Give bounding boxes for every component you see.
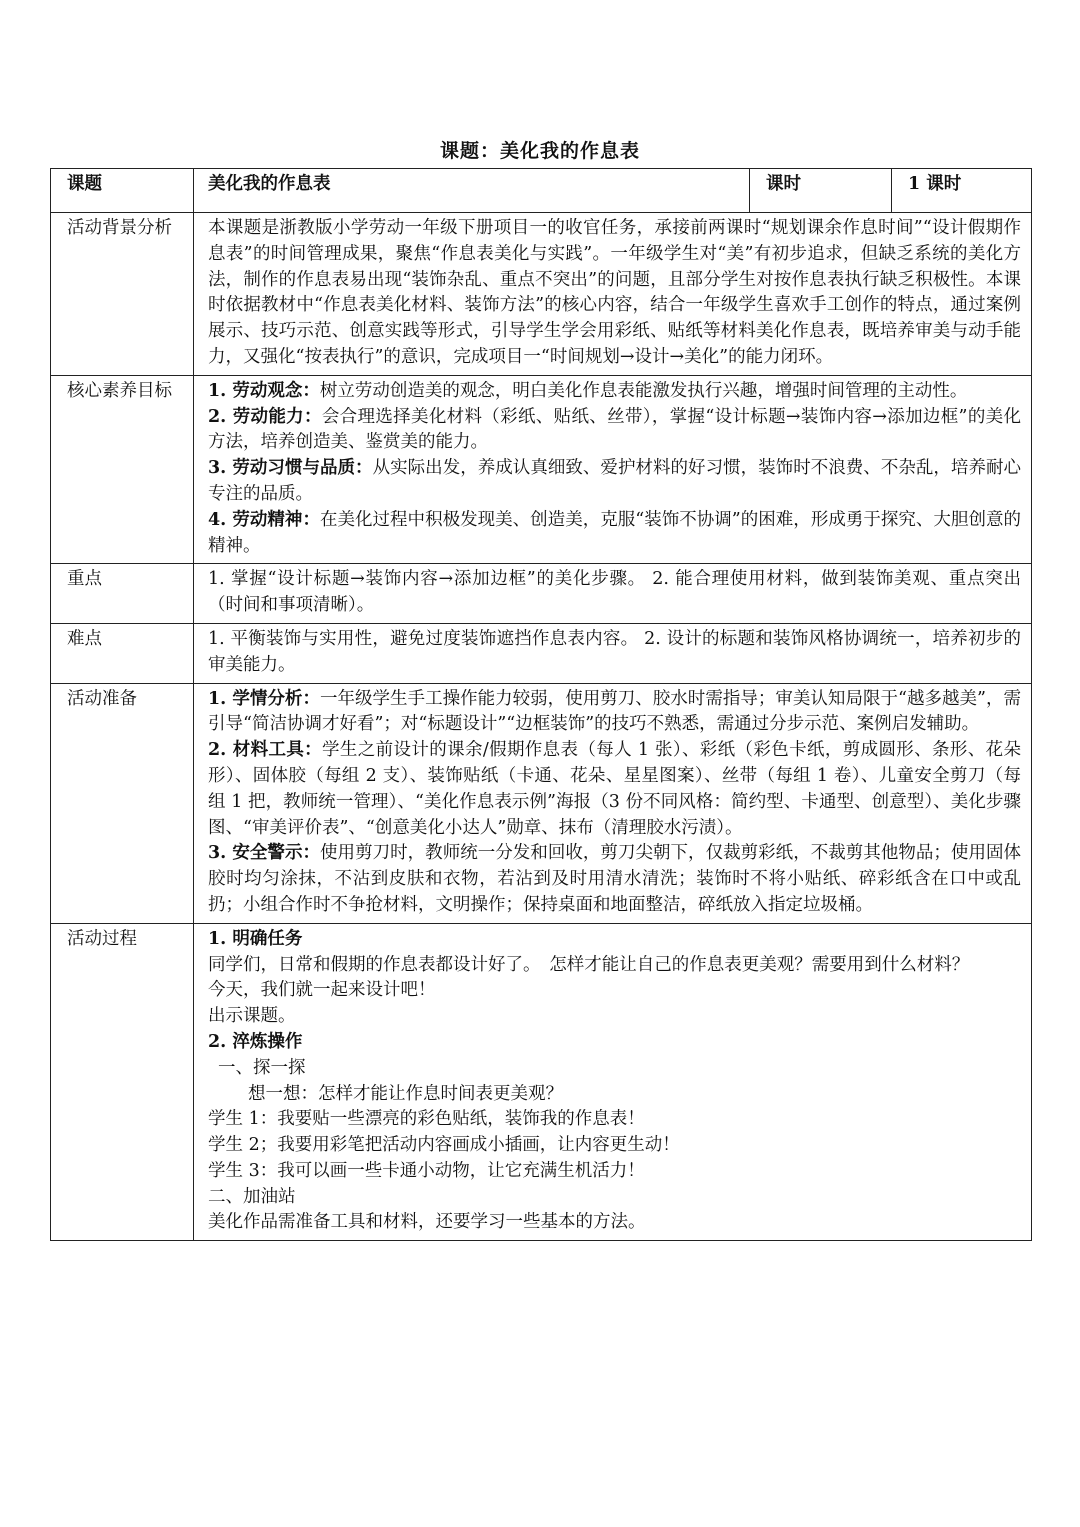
goals-label: 核心素养目标 bbox=[51, 375, 194, 564]
table-row-key-points bbox=[51, 564, 1032, 624]
goal-item: 4. 劳动精神：在美化过程中积极发现美、创造美，克服“装饰不协调”的困难，形成勇于探究、大胆创意的精神。 bbox=[208, 509, 1021, 556]
process-subheading: 二、加油站 bbox=[208, 1186, 296, 1207]
background-text: 本课题是浙教版小学劳动一年级下册项目一的收官任务，承接前两课时“规划课余作息时间”“设计假期作息表”的时间管理成果，聚焦“作息表美化与实践”。一年级学生对“美”有初步追求，但缺乏系统的美化方法，制作的作息表易出现“装饰杂乱、重点不突出”的问题，且部分学生对按作息表执行缺乏积极性。本课时依据教材中“作息表美化材料、装饰方法”的核心内容，结合一年级学生喜欢手工创作的特点，通过案例展示、技巧示范、创意实践等形式，引导学生学会用彩纸、贴纸等材料美化作息表，既培养审美与动手能力，又强化“按表执行”的意识，完成项目一“时间规划→设计→美化”的能力闭环。 bbox=[194, 213, 1032, 376]
student-answer: 学生 1：我要贴一些漂亮的彩色贴纸，装饰我的作息表！ bbox=[208, 1109, 645, 1130]
table-row-background bbox=[51, 213, 1032, 376]
difficulties-label: 难点 bbox=[51, 623, 194, 683]
process-line: 同学们，日常和假期的作息表都设计好了。 怎样才能让自己的作息表更美观？需要用到什么材料？ bbox=[208, 954, 970, 975]
goal-item: 3. 劳动习惯与品质：从实际出发，养成认真细致、爱护材料的好习惯，装饰时不浪费、不杂乱，培养耐心专注的品质。 bbox=[208, 458, 1021, 504]
difficulties-text: 1. 平衡装饰与实用性，避免过度装饰遮挡作息表内容。 2. 设计的标题和装饰风格协调统一，培养初步的审美能力。 bbox=[194, 623, 1032, 683]
process-line: 美化作品需准备工具和材料，还要学习一些基本的方法。 bbox=[208, 1212, 646, 1233]
goals-content bbox=[194, 375, 1032, 564]
process-content bbox=[194, 923, 1032, 1241]
process-line: 出示课题。 bbox=[208, 1006, 296, 1027]
key-points-text: 1. 掌握“设计标题→装饰内容→添加边框”的美化步骤。 2. 能合理使用材料，做到装饰美观、重点突出（时间和事项清晰）。 bbox=[194, 564, 1032, 624]
preparation-label: 活动准备 bbox=[51, 683, 194, 923]
table-row-goals bbox=[51, 375, 1032, 564]
background-label: 活动背景分析 bbox=[51, 213, 194, 376]
student-answer: 学生 2；我要用彩笔把活动内容画成小插画，让内容更生动！ bbox=[208, 1135, 680, 1156]
process-line: 今天，我们就一起来设计吧！ bbox=[208, 980, 436, 1001]
preparation-item: 3. 安全警示：使用剪刀时，教师统一分发和回收，剪刀尖朝下，仅裁剪彩纸，不裁剪其他物品；使用固体胶时均匀涂抹，不沾到皮肤和衣物，若沾到及时用清水清洗；装饰时不将小贴纸、碎彩纸含在口中或乱扔；小组合作时不争抢材料，文明操作；保持桌面和地面整洁，碎纸放入指定垃圾桶。 bbox=[208, 843, 1021, 915]
student-answer: 学生 3：我可以画一些卡通小动物，让它充满生机活力！ bbox=[208, 1160, 645, 1181]
topic-value: 美化我的作息表 bbox=[194, 169, 750, 213]
table-row-process bbox=[51, 923, 1032, 1241]
topic-label: 课题 bbox=[51, 169, 194, 213]
lesson-plan-table bbox=[50, 168, 1032, 1241]
page-title: 课题：美化我的作息表 bbox=[439, 140, 640, 162]
key-points-label: 重点 bbox=[51, 564, 194, 624]
goal-item: 2. 劳动能力：会合理选择美化材料（彩纸、贴纸、丝带），掌握“设计标题→装饰内容→添加边框”的美化方法，培养创造美、鉴赏美的能力。 bbox=[208, 406, 1021, 453]
hours-label: 课时 bbox=[750, 169, 892, 213]
table-row-difficulties bbox=[51, 623, 1032, 683]
process-subheading: 一、探一探 bbox=[218, 1057, 306, 1078]
process-step-title: 2. 淬炼操作 bbox=[208, 1031, 303, 1052]
hours-value: 1 课时 bbox=[892, 169, 1032, 213]
table-row-topic bbox=[51, 169, 1032, 213]
preparation-content bbox=[194, 683, 1032, 923]
preparation-item: 2. 材料工具：学生之前设计的课余/假期作息表（每人 1 张）、彩纸（彩色卡纸，剪成圆形、条形、花朵形）、固体胶（每组 2 支）、装饰贴纸（卡通、花朵、星星图案）、丝带（每组 1 卷）、儿童安全剪刀（每组 1 把，教师统一管理）、“美化作息表示例”海报（3 份不同风格：简约型、卡通型、创意型）、美化步骤图、“审美评价表”、“创意美化小达人”勋章、抹布（清理胶水污渍）。 bbox=[208, 740, 1021, 838]
table-row-preparation bbox=[51, 683, 1032, 923]
preparation-item: 1. 学情分析：一年级学生手工操作能力较弱，使用剪刀、胶水时需指导；审美认知局限于“越多越美”，需引导“简洁协调才好看”；对“标题设计”“边框装饰”的技巧不熟悉，需通过分步示范、案例启发辅助。 bbox=[208, 688, 1021, 735]
process-question: 想一想：怎样才能让作息时间表更美观？ bbox=[248, 1083, 563, 1104]
goal-item: 1. 劳动观念：树立劳动创造美的观念，明白美化作息表能激发执行兴趣，增强时间管理的主动性。 bbox=[208, 380, 968, 401]
process-step-title: 1. 明确任务 bbox=[208, 928, 303, 949]
process-label: 活动过程 bbox=[51, 923, 194, 1241]
